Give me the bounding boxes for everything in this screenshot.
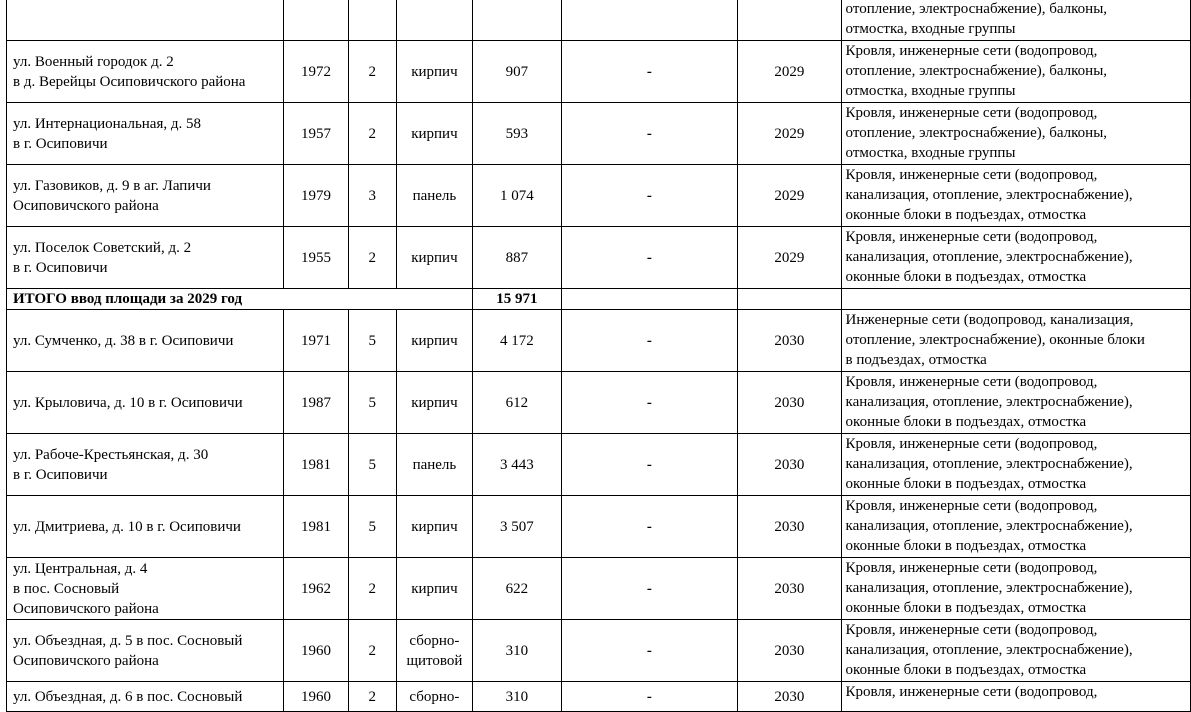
year-cell: 1979 xyxy=(284,165,349,227)
dash-cell: - xyxy=(561,620,737,682)
table-row xyxy=(7,103,1191,165)
table-row xyxy=(7,41,1191,103)
area-cell: 612 xyxy=(473,372,561,434)
floors-cell: 5 xyxy=(348,496,396,558)
dash-cell: - xyxy=(561,372,737,434)
wall-material-cell: кирпич xyxy=(396,227,472,289)
year-cell: 1981 xyxy=(284,496,349,558)
address-cell: ул. Крыловича, д. 10 в г. Осиповичи xyxy=(7,372,284,434)
floors-cell: 2 xyxy=(348,682,396,712)
table-row xyxy=(7,558,1191,620)
table-row xyxy=(7,372,1191,434)
housing-repair-table xyxy=(6,0,1191,712)
dash-cell: - xyxy=(561,103,737,165)
period-cell: 2030 xyxy=(738,682,841,712)
area-cell: 3 507 xyxy=(473,496,561,558)
floors-cell: 5 xyxy=(348,310,396,372)
table-row xyxy=(7,310,1191,372)
table-body xyxy=(7,0,1191,712)
area-cell: 593 xyxy=(473,103,561,165)
total-area-cell: 15 971 xyxy=(473,289,561,310)
period-cell: 2029 xyxy=(738,227,841,289)
works-cell: Кровля, инженерные сети (водопровод, канализация, отопление, электроснабжение), оконные блоки в подъездах, отмостка xyxy=(841,372,1190,434)
empty-cell xyxy=(561,289,737,310)
wall-material-cell: кирпич xyxy=(396,496,472,558)
area-cell xyxy=(473,0,561,41)
dash-cell: - xyxy=(561,227,737,289)
works-cell: Кровля, инженерные сети (водопровод, канализация, отопление, электроснабжение), оконные блоки в подъездах, отмостка xyxy=(841,227,1190,289)
area-cell: 1 074 xyxy=(473,165,561,227)
address-cell: ул. Военный городок д. 2 в д. Верейцы Осиповичского района xyxy=(7,41,284,103)
floors-cell: 2 xyxy=(348,620,396,682)
floors-cell: 2 xyxy=(348,41,396,103)
year-cell xyxy=(284,0,349,41)
wall-material-cell: панель xyxy=(396,434,472,496)
floors-cell: 2 xyxy=(348,103,396,165)
dash-cell xyxy=(561,0,737,41)
year-cell: 1972 xyxy=(284,41,349,103)
period-cell: 2029 xyxy=(738,165,841,227)
period-cell: 2030 xyxy=(738,310,841,372)
period-cell: 2030 xyxy=(738,434,841,496)
area-cell: 3 443 xyxy=(473,434,561,496)
empty-cell xyxy=(841,289,1190,310)
empty-cell xyxy=(738,289,841,310)
year-cell: 1962 xyxy=(284,558,349,620)
table-row xyxy=(7,434,1191,496)
wall-material-cell: кирпич xyxy=(396,41,472,103)
table-row xyxy=(7,227,1191,289)
period-cell xyxy=(738,0,841,41)
dash-cell: - xyxy=(561,310,737,372)
works-cell: Кровля, инженерные сети (водопровод, канализация, отопление, электроснабжение), оконные блоки в подъездах, отмостка xyxy=(841,434,1190,496)
period-cell: 2029 xyxy=(738,41,841,103)
table-row xyxy=(7,496,1191,558)
wall-material-cell: панель xyxy=(396,165,472,227)
works-cell: Кровля, инженерные сети (водопровод, канализация, отопление, электроснабжение), оконные блоки в подъездах, отмостка xyxy=(841,620,1190,682)
wall-material-cell: кирпич xyxy=(396,103,472,165)
period-cell: 2030 xyxy=(738,558,841,620)
wall-material-cell xyxy=(396,0,472,41)
area-cell: 310 xyxy=(473,682,561,712)
works-cell: Инженерные сети (водопровод, канализация, отопление, электроснабжение), оконные блоки в подъездах, отмостка xyxy=(841,310,1190,372)
table-row xyxy=(7,620,1191,682)
area-cell: 622 xyxy=(473,558,561,620)
year-cell: 1981 xyxy=(284,434,349,496)
address-cell: ул. Объездная, д. 6 в пос. Сосновый xyxy=(7,682,284,712)
year-cell: 1960 xyxy=(284,682,349,712)
dash-cell: - xyxy=(561,165,737,227)
area-cell: 887 xyxy=(473,227,561,289)
year-cell: 1971 xyxy=(284,310,349,372)
dash-cell: - xyxy=(561,558,737,620)
period-cell: 2030 xyxy=(738,496,841,558)
address-cell: ул. Сумченко, д. 38 в г. Осиповичи xyxy=(7,310,284,372)
wall-material-cell: кирпич xyxy=(396,372,472,434)
floors-cell: 5 xyxy=(348,434,396,496)
address-cell xyxy=(7,0,284,41)
dash-cell: - xyxy=(561,496,737,558)
area-cell: 907 xyxy=(473,41,561,103)
address-cell: ул. Поселок Советский, д. 2 в г. Осиповичи xyxy=(7,227,284,289)
wall-material-cell: кирпич xyxy=(396,558,472,620)
floors-cell: 2 xyxy=(348,558,396,620)
floors-cell xyxy=(348,0,396,41)
address-cell: ул. Дмитриева, д. 10 в г. Осиповичи xyxy=(7,496,284,558)
works-cell: Кровля, инженерные сети (водопровод, отопление, электроснабжение), балконы, отмостка, входные группы xyxy=(841,41,1190,103)
works-cell: Кровля, инженерные сети (водопровод, канализация, отопление, электроснабжение), оконные блоки в подъездах, отмостка xyxy=(841,558,1190,620)
address-cell: ул. Центральная, д. 4 в пос. Сосновый Осиповичского района xyxy=(7,558,284,620)
table-row xyxy=(7,0,1191,41)
address-cell: ул. Интернациональная, д. 58 в г. Осиповичи xyxy=(7,103,284,165)
area-cell: 310 xyxy=(473,620,561,682)
period-cell: 2030 xyxy=(738,620,841,682)
dash-cell: - xyxy=(561,682,737,712)
dash-cell: - xyxy=(561,41,737,103)
wall-material-cell: кирпич xyxy=(396,310,472,372)
period-cell: 2030 xyxy=(738,372,841,434)
period-cell: 2029 xyxy=(738,103,841,165)
year-cell: 1957 xyxy=(284,103,349,165)
year-cell: 1955 xyxy=(284,227,349,289)
table-row xyxy=(7,165,1191,227)
floors-cell: 2 xyxy=(348,227,396,289)
works-cell: Кровля, инженерные сети (водопровод, отопление, электроснабжение), балконы, отмостка, входные группы xyxy=(841,103,1190,165)
address-cell: ул. Газовиков, д. 9 в аг. Лапичи Осиповичского района xyxy=(7,165,284,227)
table-row xyxy=(7,682,1191,712)
area-cell: 4 172 xyxy=(473,310,561,372)
address-cell: ул. Объездная, д. 5 в пос. Сосновый Осиповичского района xyxy=(7,620,284,682)
works-cell: Кровля, инженерные сети (водопровод, канализация, отопление, электроснабжение), оконные блоки в подъездах, отмостка xyxy=(841,496,1190,558)
dash-cell: - xyxy=(561,434,737,496)
year-cell: 1960 xyxy=(284,620,349,682)
total-label-cell: ИТОГО ввод площади за 2029 год xyxy=(7,289,473,310)
year-cell: 1987 xyxy=(284,372,349,434)
address-cell: ул. Рабоче-Крестьянская, д. 30 в г. Осиповичи xyxy=(7,434,284,496)
wall-material-cell: сборно- щитовой xyxy=(396,620,472,682)
table-total-row xyxy=(7,289,1191,310)
works-cell: отопление, электроснабжение), балконы, отмостка, входные группы xyxy=(841,0,1190,41)
floors-cell: 5 xyxy=(348,372,396,434)
works-cell: Кровля, инженерные сети (водопровод, канализация, отопление, электроснабжение), оконные блоки в подъездах, отмостка xyxy=(841,165,1190,227)
works-cell: Кровля, инженерные сети (водопровод, xyxy=(841,682,1190,712)
wall-material-cell: сборно- xyxy=(396,682,472,712)
floors-cell: 3 xyxy=(348,165,396,227)
